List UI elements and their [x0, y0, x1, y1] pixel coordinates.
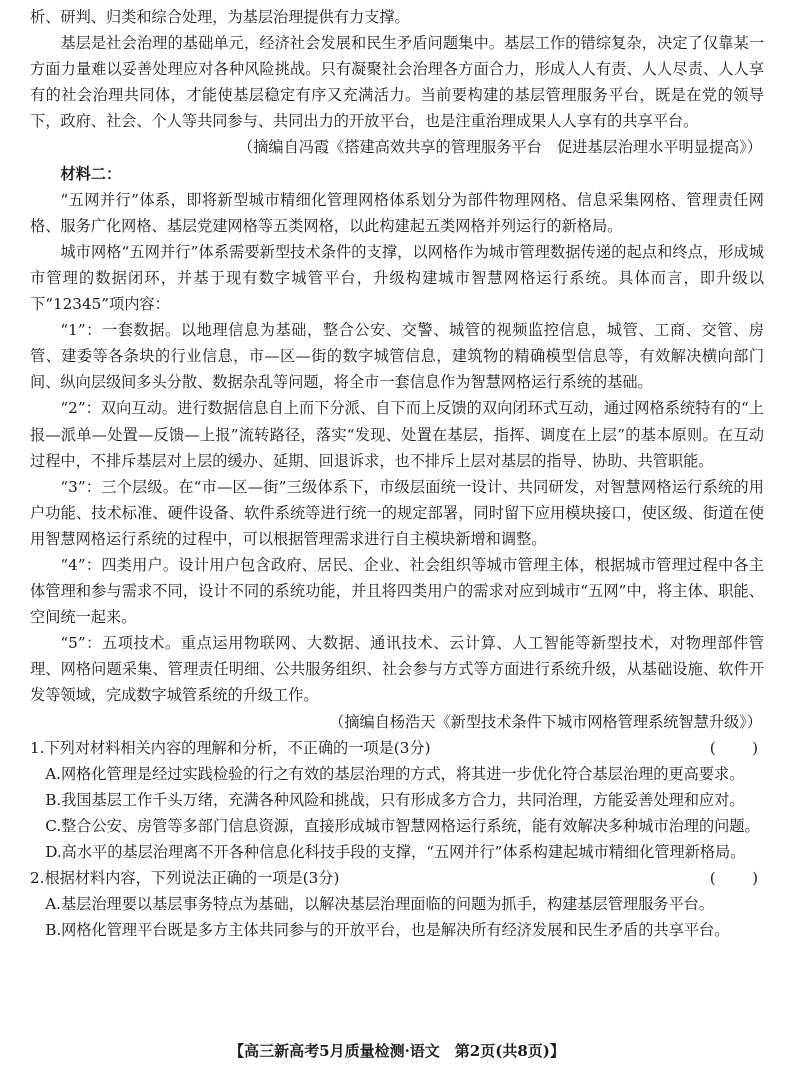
paragraph-basic-governance: 基层是社会治理的基础单元，经济社会发展和民生矛盾问题集中。基层工作的错综复杂，决定了仅靠某一方面力量难以妥善处理应对各种风险挑战。只有凝聚社会治理各方面合力，形成人人有责、人人尽责、人人享有的社会治理共同体，才能使基层稳定有序又充满活力。当前要构建的基层管理服务平台，既是在党的领导下，政府、社会、个人等共同参与、共同出力的开放平台，也是注重治理成果人人享有的共享平台。: [30, 34, 764, 131]
source-citation-1: （摘编自冯霞《搭建高效共享的管理服务平台 促进基层治理水平明显提高》）: [238, 138, 762, 157]
question-1-answer-blank: ( ): [709, 738, 760, 757]
paragraph-item-5: “5”：五项技术。重点运用物联网、大数据、通讯技术、云计算、人工智能等新型技术，对物理部件管理、网格问题采集、管理责任明细、公共服务组织、社会参与方式等方面进行系统升级，从基础设施、软件开发等领域，完成数字城管系统的升级工作。: [30, 634, 764, 705]
page-footer: 【高三新高考5月质量检测·语文 第2页(共8页)】: [229, 1042, 565, 1060]
material-2-heading: 材料二：: [60, 164, 122, 183]
question-2-option-b: B.网格化管理平台既是多方主体共同参与的开放平台，也是解决所有经济发展和民生矛盾的共享平台。: [45, 921, 730, 940]
question-2-answer-blank: ( ): [709, 869, 760, 888]
paragraph-item-1: “1”：一套数据。以地理信息为基础，整合公安、交警、城管的视频监控信息，城管、工商、交管、房管、建委等各条块的行业信息，市—区—街的数字城管信息，建筑物的精确模型信息等，有效解决横向部门间、纵向层级间多头分散、数据杂乱等问题，将全市一套信息作为智慧网格运行系统的基础。: [30, 321, 764, 392]
paragraph-five-networks: “五网并行”体系，即将新型城市精细化管理网格体系划分为部件物理网格、信息采集网格、管理责任网格、服务广化网格、基层党建网格等五类网格，以此构建起五类网格并列运行的新格局。: [30, 190, 764, 235]
question-1-option-a: A.网格化管理是经过实践检验的行之有效的基层治理的方式，将其进一步优化符合基层治理的更高要求。: [45, 764, 745, 783]
question-1-text: 1.下列对材料相关内容的理解和分析，不正确的一项是(3分): [30, 738, 431, 757]
question-2-option-a: A.基层治理要以基层事务特点为基础，以解决基层治理面临的问题为抓手，构建基层管理服务平台。: [45, 895, 715, 914]
paragraph-item-2: “2”：双向互动。进行数据信息自上而下分派、自下而上反馈的双向闭环式互动，通过网格系统特有的“上报—派单—处置—反馈—上报”流转路径，落实“发现、处置在基层，指挥、调度在上层”的基本原则。在互动过程中，不排斥基层对上层的缓办、延期、回退诉求，也不排斥上层对基层的指导、协助、共管职能。: [30, 399, 764, 470]
source-citation-2: （摘编自杨浩天《新型技术条件下城市网格管理系统智慧升级》）: [329, 712, 762, 731]
question-2-text: 2.根据材料内容，下列说法正确的一项是(3分): [30, 869, 340, 888]
question-1-stem: [30, 735, 764, 761]
paragraph-city-grid: 城市网格“五网并行”体系需要新型技术条件的支撑，以网格作为城市管理数据传递的起点和终点，形成城市管理的数据闭环，并基于现有数字城管平台，升级构建城市智慧网格运行系统。具体而言，即升级以下“12345”项内容：: [30, 242, 764, 314]
question-2-stem: [30, 865, 764, 891]
question-1-option-c: C.整合公安、房管等多部门信息资源，直接形成城市智慧网格运行系统，能有效解决多种城市治理的问题。: [45, 816, 760, 835]
question-1-option-b: B.我国基层工作千头万绪，充满各种风险和挑战，只有形成多方合力，共同治理，方能妥善处理和应对。: [45, 790, 745, 809]
lead-line: 析、研判、归类和综合处理，为基层治理提供有力支撑。: [30, 8, 410, 26]
paragraph-item-3: “3”：三个层级。在“市—区—街”三级体系下，市级层面统一设计、共同研发，对智慧网格运行系统的用户功能、技术标准、硬件设备、软件系统等进行统一的规定部署，同时留下应用模块接口，使区级、街道在使用智慧网格运行系统的过程中，可以根据管理需求进行自主模块新增和调整。: [30, 477, 764, 548]
question-1-option-d: D.高水平的基层治理离不开各种信息化科技手段的支撑，“五网并行”体系构建起城市精细化管理新格局。: [45, 843, 746, 861]
paragraph-item-4: “4”：四类用户。设计用户包含政府、居民、企业、社会组织等城市管理主体，根据城市管理过程中各主体管理和参与需求不同，设计不同的系统功能，并且将四类用户的需求对应到城市“五网”中，将主体、职能、空间统一起来。: [30, 555, 764, 627]
